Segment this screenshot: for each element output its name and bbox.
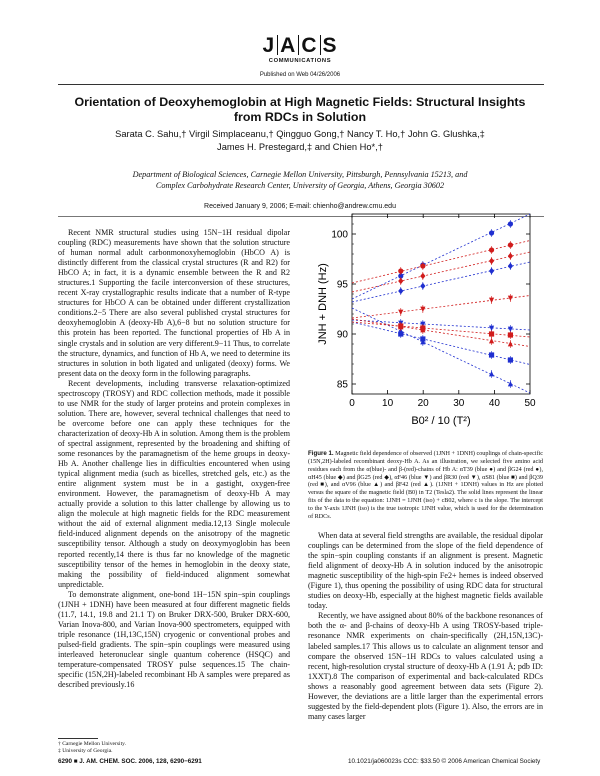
header-rule [58,84,544,85]
y-tick-label: 90 [336,329,348,341]
fit-line [352,322,530,337]
authors-line-1: Sarata C. Sahu,† Virgil Simplaceanu,† Qingguo Gong,† Nancy T. Ho,† John G. Glushka,‡ [115,129,485,139]
figure-label: Figure 1. [308,450,334,457]
data-point [489,298,494,303]
affiliation-line-2: Complex Carbohydrate Research Center, University of Georgia, Athens, Georgia 30602 [155,181,445,190]
data-point [508,253,513,259]
logo-letter: A [280,34,297,57]
data-point [489,331,494,336]
data-point [420,273,425,279]
footnote: † Carnegie Mellon University. [58,741,126,747]
fit-line [352,319,530,347]
body-column-left [58,228,290,690]
data-point [508,357,513,362]
affiliations [40,169,560,191]
fit-line [352,296,530,319]
footer-doi: 10.1021/ja060023s CCC: $33.50 © 2006 American Chemical Society [348,758,541,765]
data-point [508,341,513,346]
fit-line [352,214,530,299]
data-point [508,263,513,269]
data-point [489,268,494,274]
data-point [508,221,513,226]
body-paragraph: When data at several field strengths are available, the residual dipolar couplings can be determined from the slope of the field dependence of the spin−spin coupling constants if an alignment is present. Magnetic field alignment of deoxy-Hb A in solution induced by the anisotropic magnetic susceptibility of the high-spin Fe2+ hemes is indeed observed (Figure 1), thus opening the possibility of using RDC data for structural studies on deoxy-Hb, especially at the highest magnetic fields available today. [308,531,543,611]
data-point [489,338,494,343]
journal-logo [0,34,600,58]
x-tick-label: 30 [453,398,465,409]
y-tick-label: 95 [336,279,348,291]
x-tick-label: 50 [524,398,536,409]
logo-letter: S [322,34,338,57]
plot-frame [352,214,530,394]
x-tick-label: 10 [382,398,394,409]
figure-1-chart [308,204,544,440]
data-point [489,230,494,235]
footnote: ‡ University of Georgia. [58,748,113,754]
body-column-right [308,531,543,722]
affiliation-line-1: Department of Biological Sciences, Carnegie Mellon University, Pittsburgh, Pennsylvania 15213, and [132,170,468,179]
data-point [398,278,403,284]
received-line: Received January 9, 2006; E-mail: chienho@andrew.cmu.edu [204,203,396,210]
author-list [40,128,560,154]
publication-date: Published on Web 04/26/2006 [259,72,341,78]
article-title [40,95,560,125]
data-point [489,258,494,264]
body-paragraph: To demonstrate alignment, one-bond 1H−15N spin−spin couplings (1JNH + 1DNH) have been measured at four different magnetic fields (11.7, 14.1, 19.8 and 21.1 T) on Bruker DRX-500, Bruker DRX-600, Varian Inova-800, and Varian Inova-900 spectrometers, equipped with triple resonance (1H,13C,15N) cryogenic or conventional probes and pulsed-field gradients. The spin−spin couplings were measured using interleaved heteronuclear single quantum coherence (HSQC) and temperature-compensated TROSY pulse sequences.15 The chain-specific (15N,2H)-labeled recombinant Hb A samples were prepared as described previously.16 [58,589,290,690]
title-line-1: Orientation of Deoxyhemoglobin at High Magnetic Fields: Structural Insights [74,95,526,109]
data-point [420,283,425,289]
fit-line [352,320,530,330]
figure-caption [308,450,543,522]
figure-caption-text: Magnetic field dependence of observed (1JNH + 1DNH) couplings of chain-specific (15N,2H)-labeled recombinant deoxy-Hb A. As an illustration, we selected five amino acid residues each from the α(blue)- and β-(red)-chains of Hb A: αT39 (blue ●) and βG24 (red ●), αH45 (blue ◆) and βG25 (red ◆), αF46 (blue ▼) and βR30 (red ▼), αS81 (blue ■) and βQ39 (red ■), and αV96 (blue ▲) and βF42 (red ▲). (1JNH + 1DNH) values in Hz are plotted versus the square of the magnetic field (B0) in T2 (Tesla2). The solid lines represent the linear fits of the data to the equation: 1JNH = 1JNH (iso) + cB02, where c is the slope. The intercept to the Y-axis 1JNH (iso) is the true isotropic 1JNH value, which is used for the determination of RDCs. [308,451,543,520]
body-paragraph: Recent NMR structural studies using 15N−1H residual dipolar coupling (RDC) measurements have shown that the solution structure of human normal adult carbonmonoxyhemoglobin (HbCO A) is distinctly different from the classical crystal structures (R and R2) for HbCO A; in fact, it is a dynamic ensemble between the R and R2 structures.1 Supporting the facile interconversion of these structures, recent X-ray crystallographic results indicate that a number of R-type structures for HbCO A can be obtained under different crystallization conditions.2−5 There are also several published crystal structures for deoxyhemoglobin A (deoxy-Hb A),6−8 but no solution structure for this protein has been reported. The functional properties of Hb A in single crystals and in solution are very different.9−11 Thus, to correlate the structure, dynamics, and function of Hb A, we need to determine its structures in solution in both ligated and unligated (deoxy) forms. We present data on the deoxy form in the following paragraphs. [58,228,290,378]
logo-letter: J [262,34,276,57]
fit-line [352,322,530,365]
x-tick-label: 20 [417,398,429,409]
fit-line [352,241,530,284]
y-tick-label: 85 [336,379,348,391]
data-point [420,263,425,268]
data-point [398,288,403,294]
body-paragraph: Recently, we have assigned about 80% of the backbone resonances of both the α- and β-chains of deoxy-Hb A using TROSY-based triple-resonance NMR experiments on chain-specifically (2H,15N,13C)-labeled samples.17 This allows us to calculate an alignment tensor and compare the observed 15N−1H RDCs to values calculated using a recent, high-resolution crystal structure of deoxy-Hb A (1.91 Å; pdb ID: 1XXT).8 The comparison of experimental and back-calculated RDCs shows a reasonably good agreement between data sets (Figure 2). However, the deviations are a little larger than the experimental errors suggested by the field-dependent plots (Figure 1). Also, the errors are in many cases larger [308,611,543,721]
y-axis-label: JNH + DNH (Hz) [317,263,329,345]
authors-line-2: James H. Prestegard,‡ and Chien Ho*,† [217,142,383,152]
fit-line [352,308,530,393]
x-tick-label: 0 [349,398,355,409]
body-paragraph: Recent developments, including transverse relaxation-optimized spectroscopy (TROSY) and RDC collection methods, made it possible to use NMR for the study of larger proteins and protein complexes in solution. There are, however, several technical challenges that need to be overcome before one can apply these techniques for the characterization of deoxy-Hb A in solution. Among them is the problem of spectral assignment, represented by the broadening and shifting of some resonances by the paramagnetism of the heme groups in deoxy-Hb A. Another challenge lies in difficulties encountered when using typical alignment media (such as bicelles, stretched gels, etc.) as the entire alignment system must be in a gastight, oxygen-free environment. However, the paramagnetism of deoxy-Hb A may actually provide a solution to this latter challenge by allowing us to align the molecule at high magnetic fields for the RDC measurement without the aid of external alignment media.12,13 Single molecule field-induced alignment depends on the anisotropy of the magnetic susceptibility tensor. Although a study on deoxymyoglobin has been reported recently,14 there is thus far no knowledge of the magnetic susceptibility tensor of the hemes in hemoglobin in the deoxy state, making the possibility of field-induced alignment somewhat unpredictable. [58,378,290,589]
footer-citation: 6290 ■ J. AM. CHEM. SOC. 2006, 128, 6290−6291 [58,758,202,765]
x-tick-label: 40 [488,398,500,409]
data-point [398,310,403,315]
data-point [489,352,494,357]
data-point [508,242,513,247]
data-point [508,381,513,386]
logo-letter: C [301,34,318,57]
data-point [489,247,494,252]
data-point [508,332,513,337]
section-label: COMMUNICATIONS [268,58,332,64]
data-point [398,268,403,273]
page-footer [58,758,544,765]
footnote-rule [58,738,98,739]
y-tick-label: 100 [331,229,348,241]
x-axis-label: B0² / 10 (T²) [411,415,471,427]
footnotes [58,741,290,755]
title-line-2: from RDCs in Solution [233,110,367,124]
fit-line [352,262,530,302]
